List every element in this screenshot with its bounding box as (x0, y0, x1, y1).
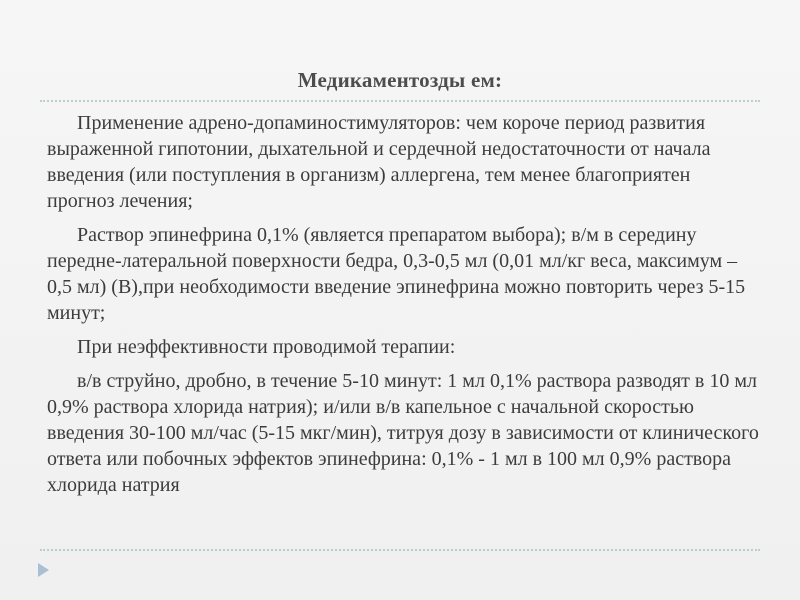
paragraph-epinephrine-iv: в/в струйно, дробно, в течение 5-10 минут: 1 мл 0,1% раствора разводят в 10 мл 0,9% раствора хлорида натрия); и/или в/в капельное с начальной скоростью введения 30-100 мл/час (5-15 мкг/мин), титруя дозу в зависимости от клинического ответа или побочных эффектов эпинефрина: 0,1% - 1 мл в 100 мл 0,9% раствора хлорида натрия (47, 370, 759, 496)
play-arrow-icon[interactable] (38, 563, 49, 577)
title-divider (40, 100, 760, 102)
slide-title: Медикаментозды ем: (297, 68, 503, 92)
paragraph-epinephrine-im: Раствор эпинефрина 0,1% (является препаратом выбора); в/м в середину передне-латеральной поверхности бедра, 0,3-0,5 мл (0,01 мл/кг веса, максимум – 0,5 мл) (В),при необходимости введение эпинефрина можно повторить через 5-15 минут; (47, 224, 746, 324)
paragraph-ineffective-therapy: При неэффективности проводимой терапии: (77, 336, 456, 358)
paragraph-adrenostimulators: Применение адрено-допаминостимуляторов: чем короче период развития выраженной гипотонии, дыхательной и сердечной недостаточности от начала введения (или поступления в организм) аллергена, тем менее благоприятен прогноз лечения; (47, 112, 711, 212)
slide-body (47, 110, 762, 506)
footer-divider (40, 549, 760, 551)
